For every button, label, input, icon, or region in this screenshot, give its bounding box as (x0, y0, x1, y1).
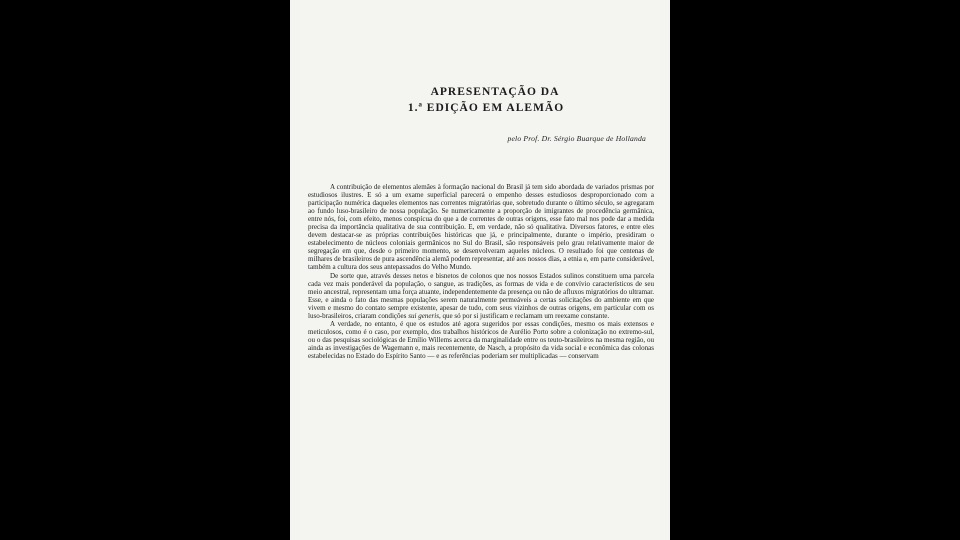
paragraph-1: A contribuição de elementos alemães à formação nacional do Brasil já tem sido abordada de variados prismas por estudiosos ilustres. E só a um exame superficial parecerá o empenho desses estudiosos desproporcionado com a participação numérica daqueles elementos nas correntes migratórias que, sobretudo durante o último século, se agregaram ao fundo luso-brasileiro de nossa população. Se numericamente a proporção de imigrantes de procedência germânica, entre nós, foi, com efeito, menos conspícua do que a de correntes de outras origens, esse fato mal nos pode dar a medida precisa da importância qualitativa de sua contribuição. E, em verdade, não só qualitativa. Diversos fatores, e entre eles devem destacar-se as próprias contribuições históricas que já, e principalmente, durante o império, presidiram o estabelecimento de núcleos coloniais germânicos no Sul do Brasil, são responsáveis pelo grau relativamente maior de segregação em que, desde o primeiro momento, se desenvolveram aqueles núcleos. O resultado foi que centenas de milhares de brasileiros de pura ascendência alemã podem representar, até aos nossos dias, a etnia e, em parte considerável, também a cultura dos seus antepassados do Velho Mundo. (308, 183, 654, 272)
author-byline: pelo Prof. Dr. Sérgio Buarque de Hollanda (507, 134, 646, 143)
paragraph-2-tail: , que só por si justificam e reclamam um reexame constante. (438, 311, 610, 320)
paragraph-3: A verdade, no entanto, é que os estudos até agora sugeridos por essas condições, mesmo os mais extensos e meticulosos, como é o caso, por exemplo, dos trabalhos históricos de Aurélio Porto sobre a colonização no extremo-sul, ou o das pesquisas sociológicas de Emílio Willems acerca da marginalidade entre os teuto-brasileiros na mesma região, ou ainda as investigações de Wagemann e, mais recentemente, de Nasch, a propósito da vida social e econômica das colonas estabelecidas no Estado do Espírito Santo — e as referências poderiam ser multiplicadas — conservam (308, 319, 654, 360)
document-title (290, 84, 670, 116)
title-line-1: APRESENTAÇÃO DA (430, 86, 560, 98)
document-body (308, 183, 654, 360)
italic-term: sui generis (408, 311, 439, 320)
title-line-2: 1.ª EDIÇÃO EM ALEMÃO (407, 102, 565, 114)
document-page (290, 0, 670, 540)
paragraph-2-text: De sorte que, através desses netos e bisnetos de colonos que nos nossos Estados sulinos constituem uma parcela cada vez mais ponderável da população, o sangue, as tradições, as formas de vida e de convívio característicos de seu meio ancestral, representam uma força atuante, independentemente da presença ou não de afluxos migratórios do ultramar. Esse, e ainda o fato das mesmas populações serem naturalmente permeáveis a certas solicitações do ambiente em que vivem e mesmo do contato sempre existente, apesar de tudo, com seus vizinhos de outras origens, em particular com os luso-brasileiros, criaram condições (308, 271, 654, 320)
paragraph-2 (308, 272, 654, 320)
